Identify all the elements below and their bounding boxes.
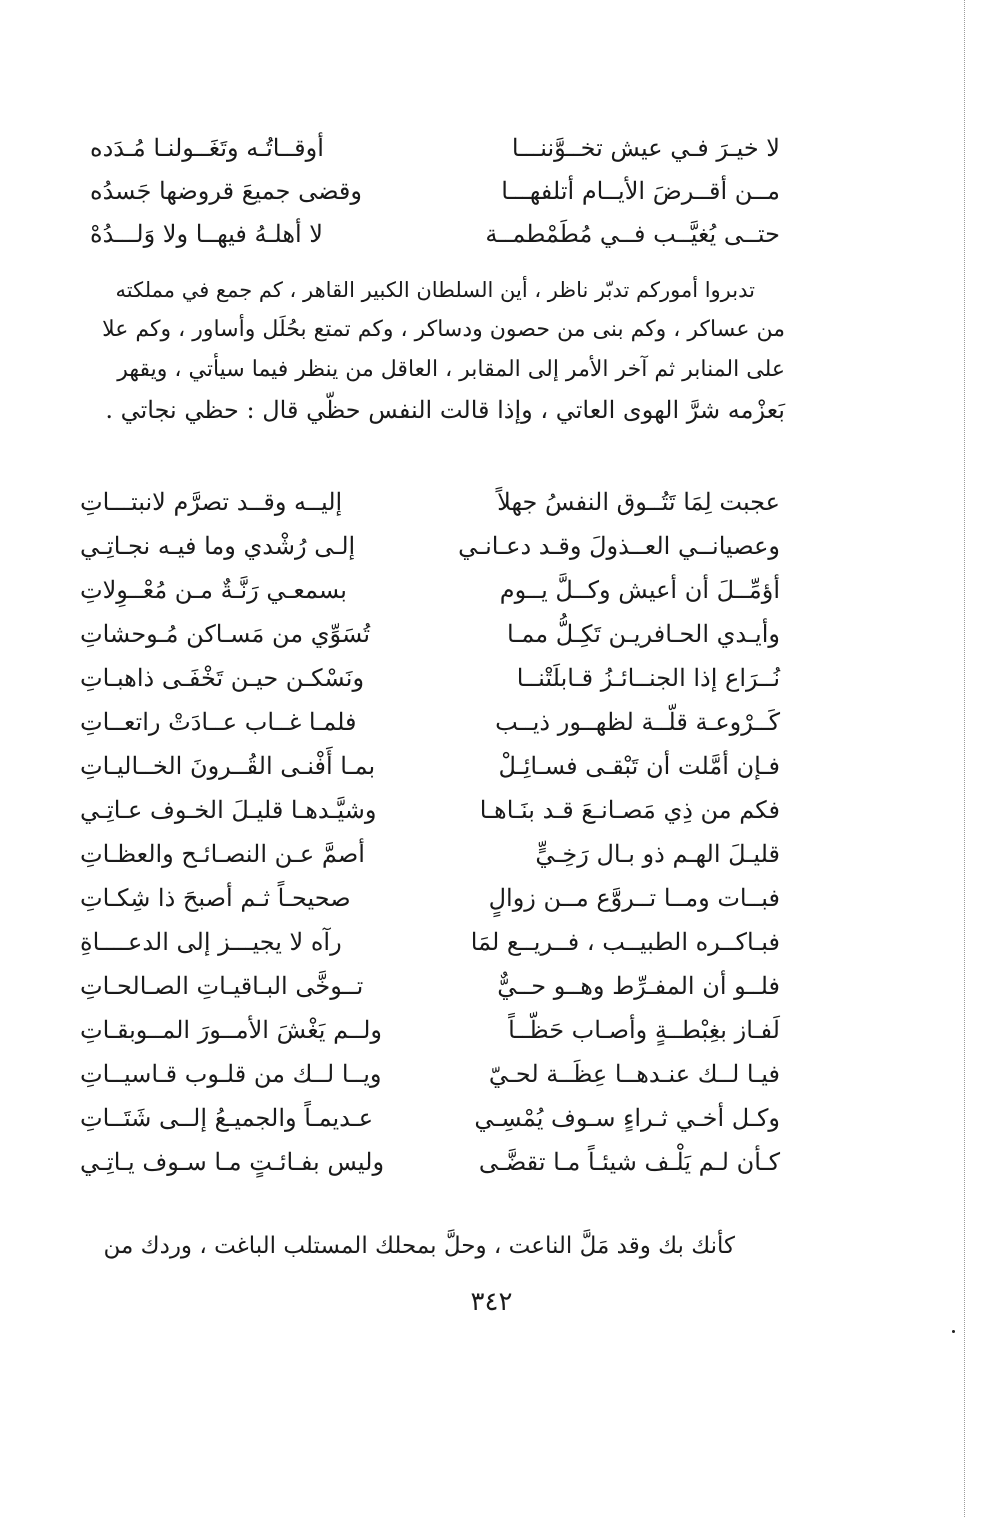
hemistich-right: كـأن لـم يَلْـف شيئـاً مـا تقضَّـى: [478, 1148, 780, 1176]
verse: [80, 922, 780, 962]
verse: [80, 526, 780, 566]
hemistich-left: ونَسْكـن حيـن تَخْفَـى ذاهبـاتِ: [80, 664, 365, 692]
hemistich-right: أؤمِّــلَ أن أعيش وكــلَّ يــوم: [499, 576, 780, 604]
verse: [80, 658, 780, 698]
prose-line: من عساكر ، وكم بنى من حصون ودساكر ، وكم تمتع بحُلَل وأساور ، وكم علا: [102, 317, 785, 342]
hemistich-left: إلـى رُشْدي وما فيـه نجـاتِـي: [80, 532, 356, 560]
verse: [80, 878, 780, 918]
verse: [80, 1010, 780, 1050]
prose-line: كأنك بك وقد مَلَّ الناعت ، وحلَّ بمحلك المستلب الباغت ، وردك من: [103, 1233, 735, 1259]
hemistich-right: وكـل أخـي ثـراءٍ سـوف يُمْسِـي: [474, 1104, 780, 1132]
hemistich-right: فـإن أمَّلت أن تَبْقـى فسـائِـلْ: [498, 752, 780, 780]
hemistich-left: ولــم يَغْشَ الأمــورَ المــوبقـاتِ: [80, 1016, 383, 1044]
hemistich-right: نُــرَاع إذا الجنــائـزُ قـابلَتْنــا: [516, 664, 780, 692]
verse: [80, 614, 780, 654]
hemistich-left: وليس بفـائـتٍ مـا سـوف يـاتِـي: [80, 1148, 385, 1176]
verse: [90, 171, 780, 211]
verse: [80, 1098, 780, 1138]
verse: [90, 214, 780, 254]
prose-paragraph: [80, 1226, 785, 1266]
hemistich-right: فبـاكــره الطبيــب ، فــريــع لمَا: [470, 928, 780, 956]
edge-mark: [952, 1330, 955, 1333]
hemistich-left: بسمعـي رَنَّـةٌ مـن مُعْــوِلاتِ: [80, 576, 347, 604]
hemistich-right: عجبت لِمَا تَتُــوق النفسُ جهلاً: [497, 488, 780, 516]
hemistich-left: تُسَوِّي من مَسـاكن مُـوحشاتِ: [80, 620, 371, 648]
verse: [80, 790, 780, 830]
hemistich-left: إليــه وقــد تصرَّم لانبتـــاتِ: [80, 488, 343, 516]
hemistich-left: رآه لا يجيـــز إلى الدعــــاةِ: [80, 928, 342, 956]
hemistich-right: فلــو أن المفـرِّط وهــو حــيٌّ: [497, 972, 780, 1000]
verse: [80, 1142, 780, 1182]
hemistich-left: لا أهلـهُ فيهــا ولا وَلـــدُهْ: [90, 220, 323, 248]
poem-main: [80, 482, 780, 1192]
poem-top: [90, 128, 780, 258]
hemistich-right: فبــات ومــا تــروَّع مــن زوالٍ: [488, 884, 780, 912]
prose-paragraph: [95, 270, 785, 430]
hemistich-right: فيـا لــك عنـدهــا عِظَــة لحـيّ: [488, 1060, 780, 1088]
prose-line: بَعزْمه شرَّ الهوى العاتي ، وإذا قالت النفس حظّي قال : حظي نجاتي .: [105, 396, 785, 424]
page-number: ٣٤٢: [470, 1287, 513, 1317]
hemistich-left: فلمـا غــاب عــادَتْ راتعــاتِ: [80, 708, 357, 736]
hemistich-left: وقضى جميعَ قروضها جَسدُه: [90, 177, 362, 205]
hemistich-right: فكم من ذِي مَصـانـعَ قـد بنَـاهـا: [479, 796, 780, 824]
verse: [90, 128, 780, 168]
hemistich-right: كَــرْوعـة قلّــة لظهــور ذيــب: [495, 708, 780, 736]
hemistich-left: بمـا أَفْنـى القُــرونَ الخــاليـاتِ: [80, 752, 376, 780]
hemistich-left: أوقــاتُـه وتَغَــولنـا مُـدَده: [90, 134, 324, 162]
hemistich-right: مــن أقــرضَ الأيــام أتلفهـــا: [501, 177, 780, 205]
hemistich-left: صحيحـاً ثـم أصبحَ ذا شِكـاتِ: [80, 884, 351, 912]
hemistich-left: ويــا لــك من قلـوب قـاسيــاتِ: [80, 1060, 382, 1088]
hemistich-right: حتــى يُغيَّــب فــي مُطَمْطمــة: [485, 220, 780, 248]
hemistich-left: أصمَّ عـن النصـائـح والعظـاتِ: [80, 840, 365, 868]
hemistich-right: وعصيانــي العــذولَ وقـد دعـانـي: [458, 532, 780, 560]
hemistich-left: عـديمـاً والجميـعُ إلــى شَتَــاتِ: [80, 1104, 374, 1132]
hemistich-left: تــوخَّى البـاقيـاتِ الصـالحـاتِ: [80, 972, 364, 1000]
hemistich-right: لا خيـرَ فـي عيش تخــوَّننـــا: [511, 134, 780, 162]
hemistich-right: لَفـاز بغِبْطــةٍ وأصـاب حَظّــاً: [508, 1016, 780, 1044]
verse: [80, 1054, 780, 1094]
verse: [80, 702, 780, 742]
verse: [80, 482, 780, 522]
prose-line: على المنابر ثم آخر الأمر إلى المقابر ، العاقل من ينظر فيما سيأتي ، ويقهر: [117, 357, 785, 382]
verse: [80, 834, 780, 874]
verse: [80, 746, 780, 786]
hemistich-left: وشيَّـدهـا قليـلَ الخـوف عـاتِـي: [80, 796, 377, 824]
hemistich-right: وأيـدي الحـافريـن تَكِـلُّ ممـا: [507, 620, 780, 648]
hemistich-right: قليـلَ الهـم ذو بـال رَخِـيٍّ: [535, 840, 780, 868]
verse: [80, 570, 780, 610]
prose-line: تدبروا أموركم تدبّر ناظر ، أين السلطان الكبير القاهر ، كم جمع في مملكته: [115, 278, 755, 302]
verse: [80, 966, 780, 1006]
